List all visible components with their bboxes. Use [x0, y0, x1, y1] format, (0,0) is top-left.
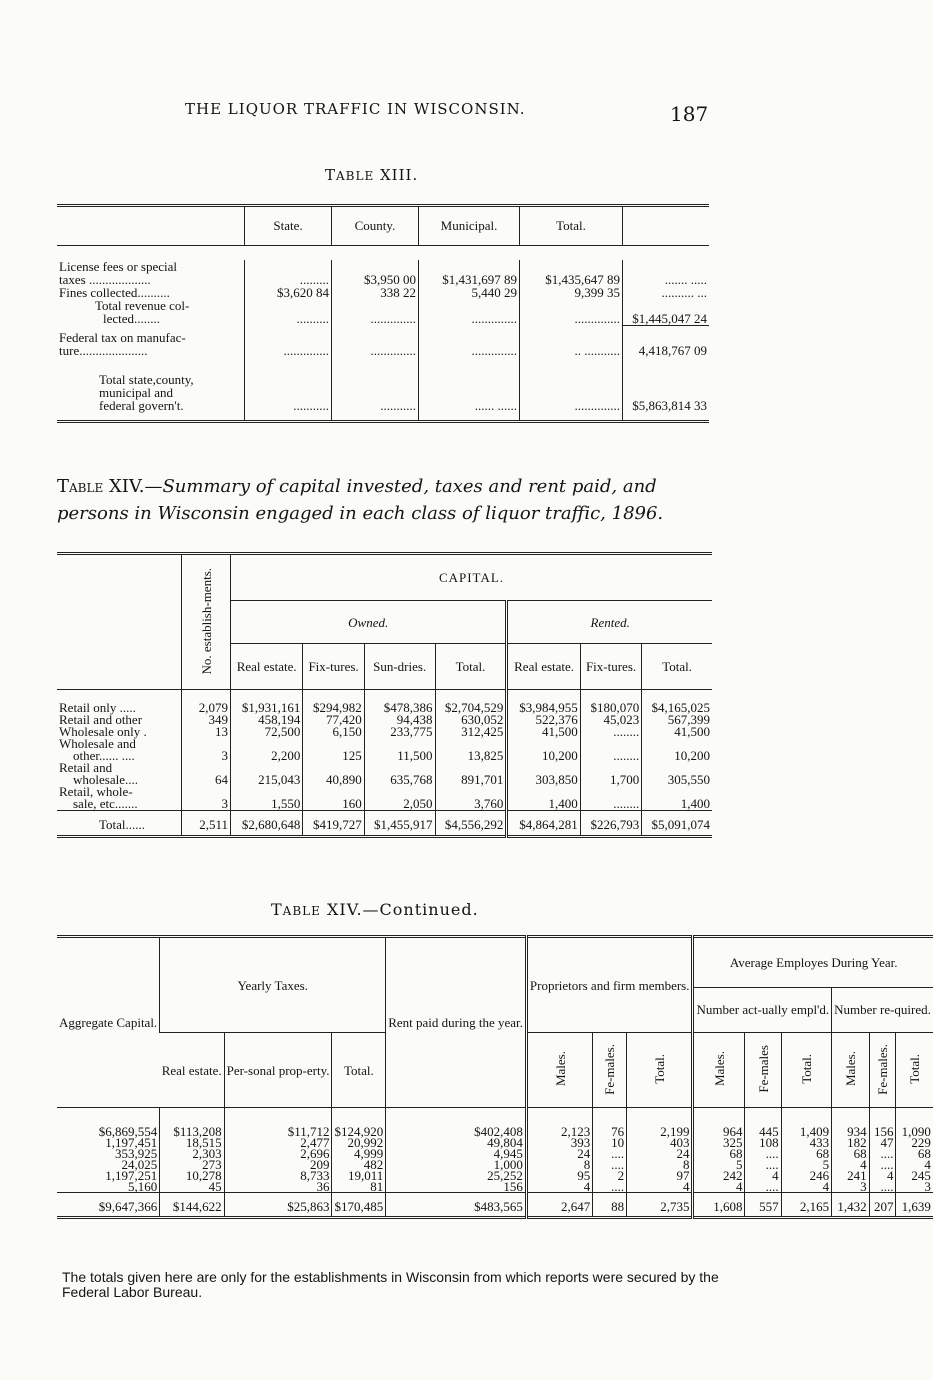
cell: 3: [182, 786, 231, 811]
table14b: [57, 935, 933, 1219]
cell: 10: [593, 1137, 627, 1148]
cell: $25,863: [224, 1193, 332, 1218]
cell: 1,432: [832, 1193, 869, 1218]
table14b-col-req-males: Males.: [832, 1033, 869, 1108]
cell: 3: [896, 1181, 933, 1193]
cell: $144,622: [160, 1193, 224, 1218]
cell: $478,386: [364, 702, 435, 714]
table13-col-county: County.: [332, 206, 419, 246]
cell: ...... ......: [419, 357, 520, 422]
table14b-col-actual: Number act-ually empl'd.: [693, 987, 832, 1032]
table13-col-municipal: Municipal.: [419, 206, 520, 246]
cell: 233,775: [364, 726, 435, 738]
table14b-col-employes: Average Employes During Year.: [693, 937, 933, 988]
cell: $3,620 84: [245, 286, 332, 299]
cell: 125: [303, 738, 364, 762]
cell: 11,500: [364, 738, 435, 762]
cell: 5,160: [127, 1179, 158, 1194]
table14b-col-aggregate: Aggregate Capital.: [57, 937, 160, 1108]
cell: 20,992: [332, 1137, 386, 1148]
cell: 2,079: [182, 702, 231, 714]
table13-title: TABLE XIII.: [325, 166, 419, 184]
cell: 68: [832, 1148, 869, 1159]
table14-col-establishments: No. establish-ments.: [182, 554, 231, 690]
table14-col-capital: CAPITAL.: [231, 554, 713, 601]
cell: 522,376: [507, 714, 580, 726]
cell: 4: [869, 1170, 896, 1181]
cell: 246: [781, 1170, 832, 1181]
cell: 2,696: [224, 1148, 332, 1159]
cell: 13: [182, 726, 231, 738]
cell: 338 22: [332, 286, 419, 299]
cell: $4,556,292: [435, 811, 507, 837]
row-label: Fines collected..........: [59, 285, 170, 300]
running-title: THE LIQUOR TRAFFIC IN WISCONSIN.: [185, 100, 526, 118]
row-label: License fees or special taxes ...................: [59, 259, 178, 287]
cell: 25,252: [386, 1170, 527, 1181]
table14b-col-req-total: Total.: [896, 1033, 933, 1108]
cell: 433: [781, 1137, 832, 1148]
cell: ...........: [245, 357, 332, 422]
cell: $1,455,917: [364, 811, 435, 837]
cell: 10,200: [507, 738, 580, 762]
cell: $170,485: [332, 1193, 386, 1218]
table14-title: TABLE XIV.—Summary of capital invested, taxes and rent paid, and persons in Wisconsin engaged in each class of liquor traffic, 1896.: [57, 476, 664, 524]
table14-col-rented-fixtures: Fix-tures.: [580, 643, 641, 689]
cell: 4: [896, 1159, 933, 1170]
cell: 630,052: [435, 714, 507, 726]
cell: .. ...........: [520, 325, 623, 357]
cell: 6,150: [303, 726, 364, 738]
cell: $113,208: [160, 1126, 224, 1137]
cell: 182: [832, 1137, 869, 1148]
cell: 4: [745, 1170, 781, 1181]
cell: $1,931,161: [231, 702, 303, 714]
table14-col-rented-real: Real estate.: [507, 643, 580, 689]
cell: 4,999: [332, 1148, 386, 1159]
row-label: Retail, whole- sale, etc.......: [59, 784, 138, 811]
cell: 24,025: [121, 1157, 158, 1172]
cell: 3: [182, 738, 231, 762]
table14b-header-row: [57, 937, 933, 988]
cell: 273: [160, 1159, 224, 1170]
table14-col-rented: Rented.: [507, 601, 712, 643]
cell: ....: [869, 1181, 896, 1193]
cell: 5,440 29: [419, 286, 520, 299]
cell: 4: [526, 1181, 592, 1193]
table14b-col-prop-males: Males.: [526, 1033, 592, 1108]
cell: 3,760: [435, 786, 507, 811]
cell: ........: [580, 786, 641, 811]
cell: $402,408: [386, 1126, 527, 1137]
cell: 88: [593, 1193, 627, 1218]
cell: $483,565: [386, 1193, 527, 1218]
cell: 4: [781, 1181, 832, 1193]
cell: 934: [832, 1126, 869, 1137]
cell: 5: [693, 1159, 745, 1170]
cell: 403: [627, 1137, 693, 1148]
cell: $6,869,554: [98, 1124, 158, 1139]
cell: ....: [745, 1148, 781, 1159]
cell: ....: [593, 1148, 627, 1159]
cell: 1,090: [896, 1126, 933, 1137]
table14-header-row: [57, 554, 712, 601]
cell: ..............: [245, 325, 332, 357]
cell: 2,165: [781, 1193, 832, 1218]
cell: 891,701: [435, 762, 507, 786]
cell: 1,608: [693, 1193, 745, 1218]
cell: 557: [745, 1193, 781, 1218]
cell: 207: [869, 1193, 896, 1218]
cell: 2,511: [182, 811, 231, 837]
table13-col-total: Total.: [520, 206, 623, 246]
cell: 36: [224, 1181, 332, 1193]
cell: ....: [745, 1181, 781, 1193]
cell: 245: [896, 1170, 933, 1181]
row-label: Total revenue col- lected........: [95, 298, 190, 326]
row-label: Retail and other: [59, 712, 143, 727]
cell: $294,982: [303, 702, 364, 714]
cell: 2,050: [364, 786, 435, 811]
table14b-col-rent: Rent paid during the year.: [386, 937, 527, 1108]
cell: 95: [526, 1170, 592, 1181]
table-row: [57, 738, 712, 762]
cell: 160: [303, 786, 364, 811]
row-label: Retail only .....: [59, 700, 136, 715]
cell: 68: [896, 1148, 933, 1159]
table13-col-grand: [623, 206, 710, 246]
table14b-col-emp-total: Total.: [781, 1033, 832, 1108]
row-label: Total state,county, municipal and federal govern't.: [99, 372, 194, 413]
cell: 312,425: [435, 726, 507, 738]
row-label: Federal tax on manufac- ture.....................: [59, 330, 186, 358]
cell: 1,197,251: [105, 1168, 158, 1183]
cell: 24: [627, 1148, 693, 1159]
cell: 97: [627, 1170, 693, 1181]
table13-header-row: [57, 206, 709, 246]
cell: 108: [745, 1137, 781, 1148]
cell: $124,920: [332, 1126, 386, 1137]
cell: ..............: [419, 325, 520, 357]
table14b-title: TABLE XIV.—Continued.: [271, 900, 479, 919]
cell: 4,418,767 09: [623, 325, 710, 357]
cell: $2,680,648: [231, 811, 303, 837]
cell: 305,550: [642, 762, 712, 786]
cell: ..........: [245, 299, 332, 325]
cell: 567,399: [642, 714, 712, 726]
cell: 41,500: [507, 726, 580, 738]
cell: 68: [781, 1148, 832, 1159]
cell: 10,278: [160, 1170, 224, 1181]
cell: $419,727: [303, 811, 364, 837]
cell: 2,477: [224, 1137, 332, 1148]
cell: 1,409: [781, 1126, 832, 1137]
cell: 10,200: [642, 738, 712, 762]
cell: 2,123: [526, 1126, 592, 1137]
cell: ........: [580, 726, 641, 738]
cell: 1,197,451: [105, 1135, 158, 1150]
row-label: Wholesale and other...... ....: [59, 736, 136, 763]
cell: 393: [526, 1137, 592, 1148]
table14b-col-prop-females: Fe-males.: [593, 1033, 627, 1108]
cell: 76: [593, 1126, 627, 1137]
cell: 1,400: [642, 786, 712, 811]
cell: 49,804: [386, 1137, 527, 1148]
cell: 215,043: [231, 762, 303, 786]
table14: [57, 552, 712, 838]
cell: $226,793: [580, 811, 641, 837]
cell: 2,735: [627, 1193, 693, 1218]
cell: 2,303: [160, 1148, 224, 1159]
cell: ........: [580, 738, 641, 762]
table14-col-owned-real: Real estate.: [231, 643, 303, 689]
cell: 40,890: [303, 762, 364, 786]
cell: ..............: [332, 325, 419, 357]
cell: ..............: [332, 299, 419, 325]
cell: 1,400: [507, 786, 580, 811]
cell: 209: [224, 1159, 332, 1170]
cell: 9,399 35: [520, 286, 623, 299]
table14b-col-tax-personal: Per-sonal prop-erty.: [224, 1033, 332, 1108]
cell: $2,704,529: [435, 702, 507, 714]
cell: 45: [160, 1181, 224, 1193]
cell: 1,700: [580, 762, 641, 786]
cell: 349: [182, 714, 231, 726]
cell: 2,199: [627, 1126, 693, 1137]
cell: ..............: [520, 357, 623, 422]
table-row: [57, 1170, 933, 1181]
table-row: [57, 786, 712, 811]
cell: 2,647: [526, 1193, 592, 1218]
cell: ..............: [419, 299, 520, 325]
cell: $5,863,814 33: [623, 357, 710, 422]
row-label: Wholesale only .: [59, 724, 147, 739]
cell: $9,647,366: [98, 1199, 158, 1214]
cell: $180,070: [580, 702, 641, 714]
footnote: The totals given here are only for the establishments in Wisconsin from which reports were secured by the Federal Labor Bureau.: [62, 1269, 719, 1300]
table-row: [57, 246, 709, 261]
table14b-col-req-females: Fe-males.: [869, 1033, 896, 1108]
table14-col-owned-total: Total.: [435, 643, 507, 689]
cell: ....... .....: [623, 260, 710, 286]
table14-col-rented-total: Total.: [642, 643, 712, 689]
table14b-col-required: Number re-quired.: [832, 987, 933, 1032]
table14-col-owned: Owned.: [231, 601, 507, 643]
cell: 1,550: [231, 786, 303, 811]
cell: 445: [745, 1126, 781, 1137]
cell: ...........: [332, 357, 419, 422]
cell: 5: [781, 1159, 832, 1170]
cell: 241: [832, 1170, 869, 1181]
table14b-col-tax-real: Real estate.: [160, 1033, 224, 1108]
cell: 81: [332, 1181, 386, 1193]
row-label: Total......: [99, 817, 146, 832]
cell: 325: [693, 1137, 745, 1148]
cell: ..............: [520, 299, 623, 325]
cell: 13,825: [435, 738, 507, 762]
cell: $3,950 00: [332, 260, 419, 286]
table14-col-owned-sundries: Sun-dries.: [364, 643, 435, 689]
cell: $1,445,047 24: [623, 299, 710, 325]
table-row: [57, 357, 709, 422]
cell: 72,500: [231, 726, 303, 738]
page-number: 187: [670, 102, 709, 126]
table-row: [57, 325, 709, 357]
table14b-total-row: [57, 1193, 933, 1218]
cell: 8: [627, 1159, 693, 1170]
table14-total-row: [57, 811, 712, 837]
table13-col-state: State.: [245, 206, 332, 246]
cell: 482: [332, 1159, 386, 1170]
cell: 229: [896, 1137, 933, 1148]
cell: 353,925: [114, 1146, 158, 1161]
table14b-col-yearly-taxes: Yearly Taxes.: [160, 937, 386, 1033]
table14b-col-proprietors: Proprietors and firm members.: [526, 937, 693, 1033]
cell: ....: [745, 1159, 781, 1170]
table14b-col-emp-females: Fe-males: [745, 1033, 781, 1108]
cell: .......... ...: [623, 286, 710, 299]
cell: 4: [832, 1159, 869, 1170]
table-row: [57, 762, 712, 786]
cell: 8,733: [224, 1170, 332, 1181]
cell: ....: [593, 1181, 627, 1193]
cell: $4,165,025: [642, 702, 712, 714]
cell: 41,500: [642, 726, 712, 738]
cell: 18,515: [160, 1137, 224, 1148]
cell: .........: [245, 260, 332, 286]
table13: [57, 204, 709, 423]
cell: 94,438: [364, 714, 435, 726]
cell: 1,639: [896, 1193, 933, 1218]
cell: 635,768: [364, 762, 435, 786]
row-label: Retail and wholesale....: [59, 760, 138, 787]
table14-corner: [57, 554, 182, 690]
cell: 4: [627, 1181, 693, 1193]
cell: 303,850: [507, 762, 580, 786]
table14b-col-emp-males: Males.: [693, 1033, 745, 1108]
cell: 964: [693, 1126, 745, 1137]
cell: 2: [593, 1170, 627, 1181]
cell: 2,200: [231, 738, 303, 762]
table-row: [57, 726, 712, 738]
cell: 47: [869, 1137, 896, 1148]
table14b-col-tax-total: Total.: [332, 1033, 386, 1108]
cell: $4,864,281: [507, 811, 580, 837]
cell: ....: [869, 1159, 896, 1170]
cell: $1,431,697 89: [419, 260, 520, 286]
cell: $11,712: [224, 1126, 332, 1137]
cell: 4: [693, 1181, 745, 1193]
cell: 1,000: [386, 1159, 527, 1170]
cell: 156: [869, 1126, 896, 1137]
cell: $1,435,647 89: [520, 260, 623, 286]
table14b-body: [57, 1108, 933, 1218]
cell: 19,011: [332, 1170, 386, 1181]
table13-corner: [57, 206, 245, 246]
cell: 3: [832, 1181, 869, 1193]
cell: 8: [526, 1159, 592, 1170]
cell: $5,091,074: [642, 811, 712, 837]
table14-col-owned-fixtures: Fix-tures.: [303, 643, 364, 689]
cell: 24: [526, 1148, 592, 1159]
cell: 156: [386, 1181, 527, 1193]
cell: 242: [693, 1170, 745, 1181]
cell: 77,420: [303, 714, 364, 726]
cell: 45,023: [580, 714, 641, 726]
cell: 4,945: [386, 1148, 527, 1159]
cell: 64: [182, 762, 231, 786]
cell: $3,984,955: [507, 702, 580, 714]
cell: 68: [693, 1148, 745, 1159]
table-row: [57, 260, 709, 286]
table14b-col-prop-total: Total.: [627, 1033, 693, 1108]
cell: 458,194: [231, 714, 303, 726]
table-row: [57, 299, 709, 325]
cell: ....: [869, 1148, 896, 1159]
cell: ....: [593, 1159, 627, 1170]
